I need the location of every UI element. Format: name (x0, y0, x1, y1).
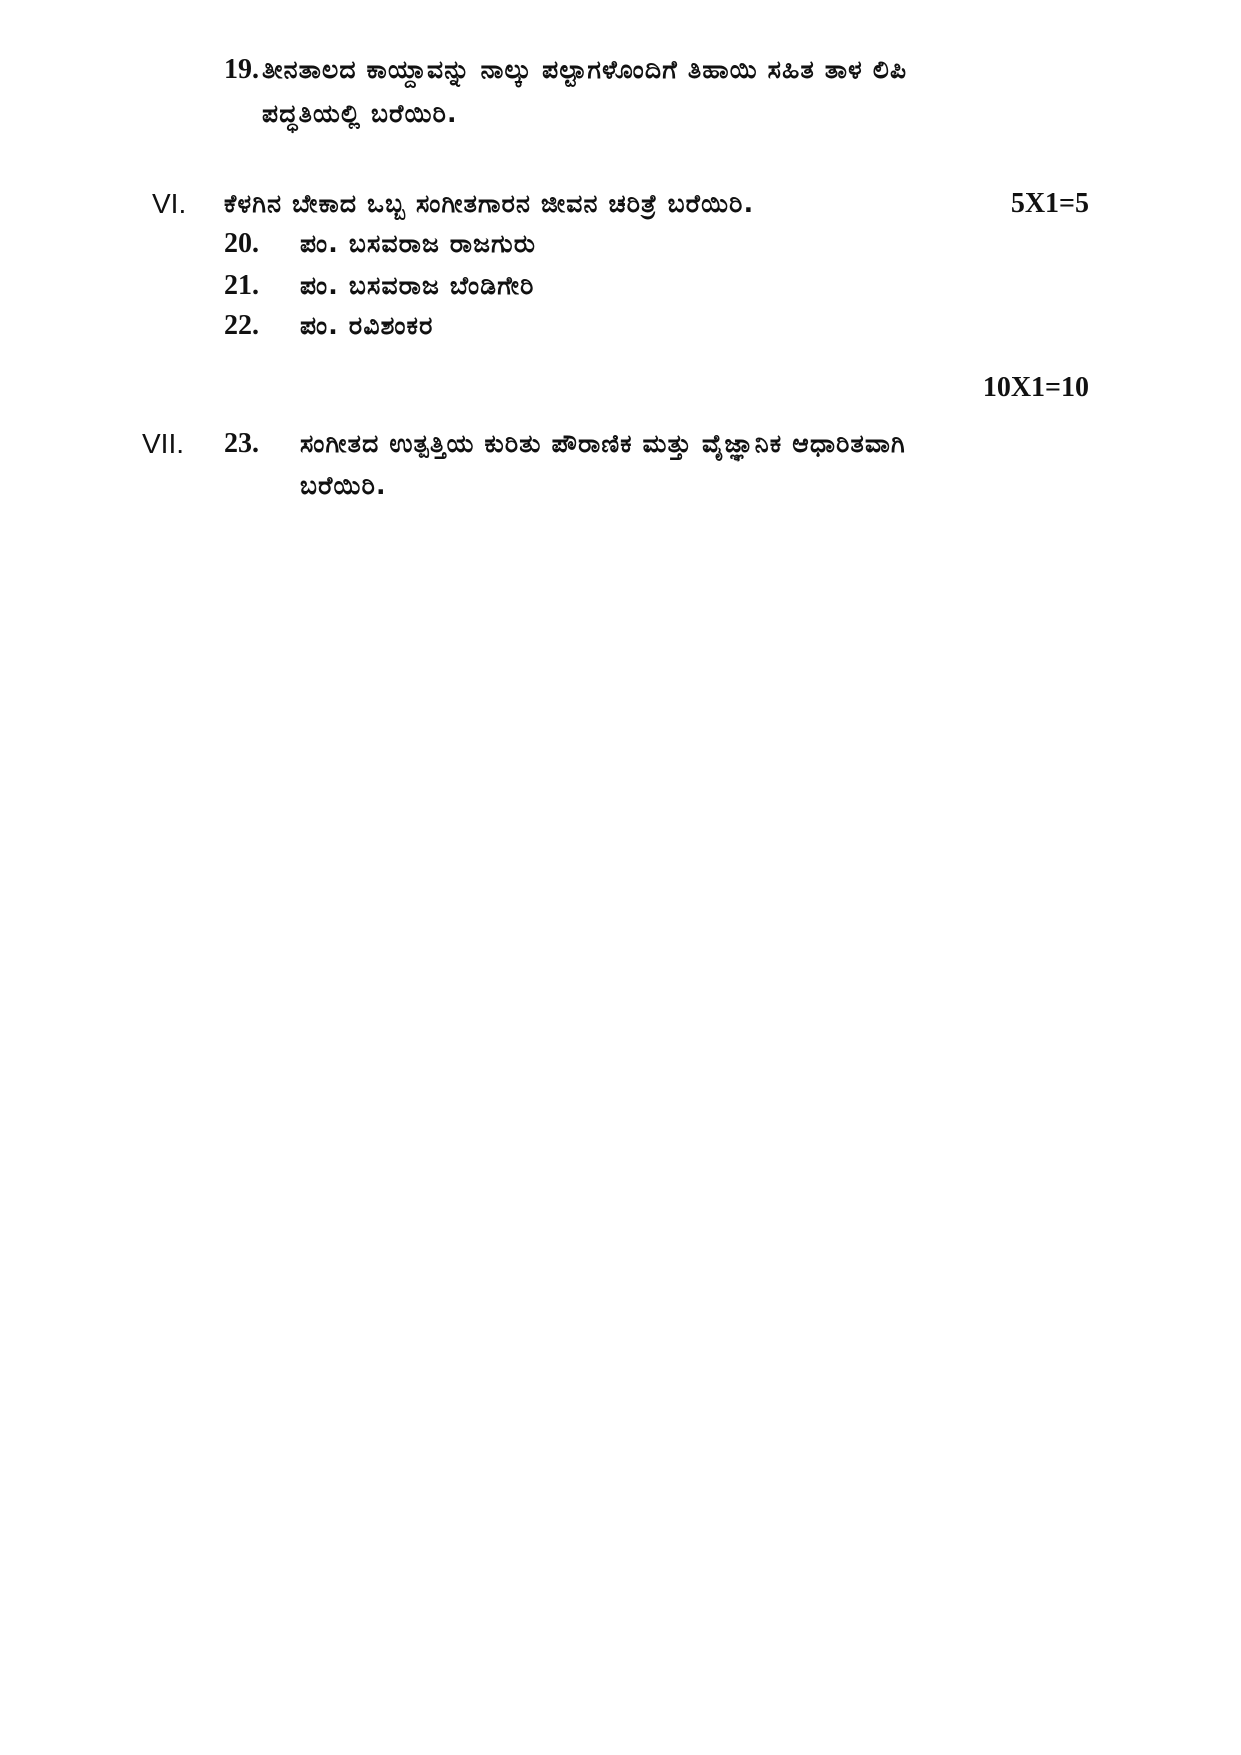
section-7-marks: 10X1=10 (982, 372, 1089, 403)
section-6-instruction: ಕೆಳಗಿನ ಬೇಕಾದ ಒಬ್ಬ ಸಂಗೀತಗಾರನ ಜೀವನ ಚರಿತ್ರೆ ಬರೆಯಿರಿ. (224, 189, 755, 218)
question-19-number: 19. (224, 54, 259, 85)
question-21-text: ಪಂ. ಬಸವರಾಜ ಬೆಂಡಿಗೇರಿ (300, 271, 535, 300)
question-21-number: 21. (224, 270, 259, 301)
question-20-number: 20. (224, 228, 259, 259)
question-23-number: 23. (224, 428, 259, 459)
question-20-text: ಪಂ. ಬಸವರಾಜ ರಾಜಗುರು (300, 229, 537, 258)
question-22-number: 22. (224, 310, 259, 341)
question-19-text-line1: ತೀನತಾಲದ ಕಾಯ್ದಾವನ್ನು ನಾಲ್ಕು ಪಲ್ಟಾಗಳೊಂದಿಗೆ ತಿಹಾಯಿ ಸಹಿತ ತಾಳ ಲಿಪಿ (262, 55, 908, 84)
section-6-marks: 5X1=5 (1010, 188, 1089, 219)
section-7-roman: VII. (142, 428, 185, 459)
question-23-text-line1: ಸಂಗೀತದ ಉತ್ಪತ್ತಿಯ ಕುರಿತು ಪೌರಾಣಿಕ ಮತ್ತು ವೈಜ್ಞಾನಿಕ ಆಧಾರಿತವಾಗಿ (300, 429, 906, 458)
section-6-roman: VI. (152, 188, 187, 219)
question-22-text: ಪಂ. ರವಿಶಂಕರ (300, 311, 434, 340)
question-23-text-line2: ಬರೆಯಿರಿ. (300, 471, 387, 500)
question-19-text-line2: ಪದ್ಧತಿಯಲ್ಲಿ ಬರೆಯಿರಿ. (262, 99, 458, 128)
